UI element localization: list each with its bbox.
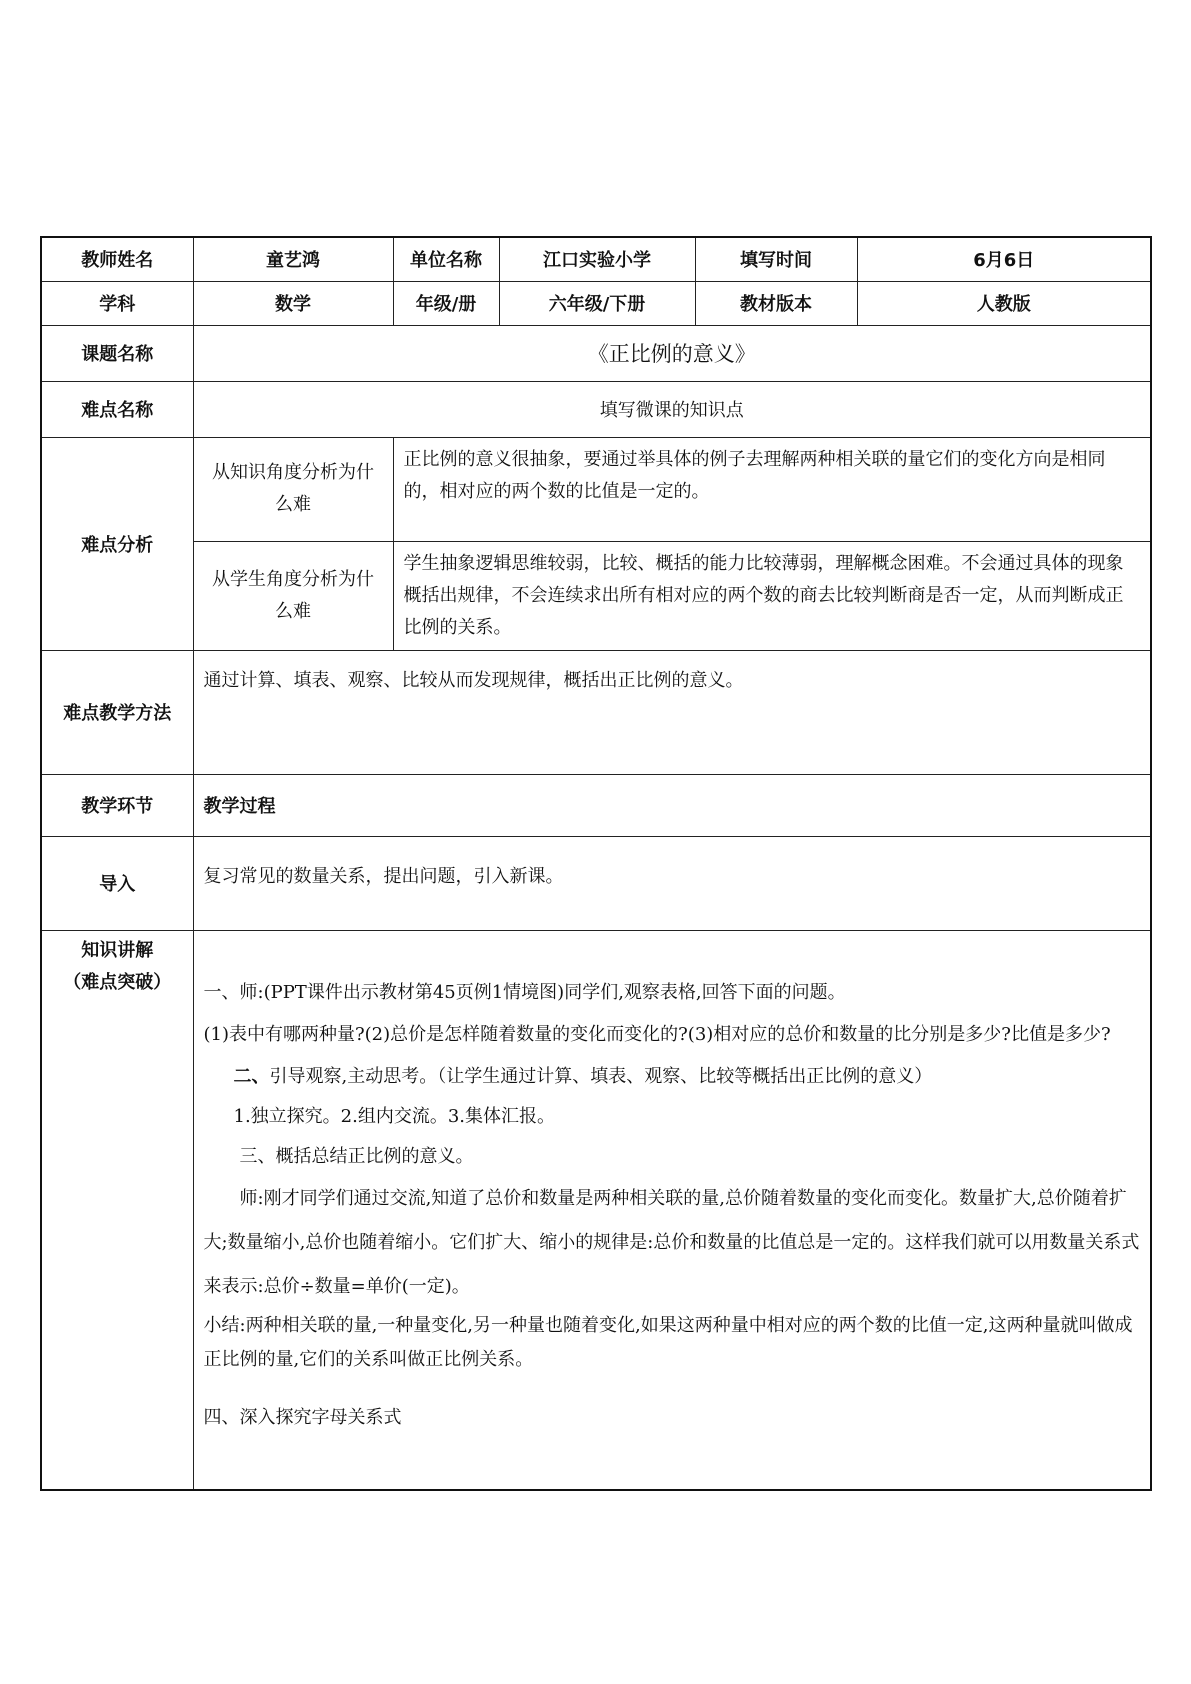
method-row — [41, 650, 1151, 774]
unit-name-value: 江口实验小学 — [499, 237, 695, 281]
edition-value: 人教版 — [857, 281, 1151, 325]
analysis-row-knowledge — [41, 437, 1151, 541]
process-step-label: 教学环节 — [41, 774, 193, 836]
subject-value: 数学 — [193, 281, 393, 325]
explain-paragraph-5: 三、概括总结正比例的意义。 — [239, 1145, 474, 1167]
analysis-label: 难点分析 — [41, 437, 193, 650]
fill-date-value: 6月6日 — [857, 237, 1151, 281]
lesson-plan-form — [40, 236, 1150, 1491]
subject-label: 学科 — [41, 281, 193, 325]
topic-value: 《正比例的意义》 — [193, 325, 1151, 381]
explain-paragraph-3-text: 引导观察,主动思考。（让学生通过计算、填表、观察、比较等概括出正比例的意义） — [269, 1065, 933, 1087]
explain-label-line2: （难点突破） — [63, 971, 172, 993]
intro-value: 复习常见的数量关系，提出问题，引入新课。 — [193, 836, 1151, 930]
fill-date-label: 填写时间 — [695, 237, 857, 281]
difficulty-row — [41, 381, 1151, 437]
intro-label: 导入 — [41, 836, 193, 930]
header-row-1 — [41, 237, 1151, 281]
analysis-row-student — [41, 541, 1151, 650]
grade-label: 年级/册 — [393, 281, 499, 325]
process-header-row — [41, 774, 1151, 836]
difficulty-label: 难点名称 — [41, 381, 193, 437]
explain-paragraph-8: 四、深入探究字母关系式 — [203, 1406, 402, 1428]
explain-label — [41, 930, 193, 1490]
topic-row — [41, 325, 1151, 381]
knowledge-angle-text: 正比例的意义很抽象，要通过举具体的例子去理解两种相关联的量它们的变化方向是相同的，相对应的两个数的比值是一定的。 — [393, 437, 1151, 541]
teacher-name-label: 教师姓名 — [41, 237, 193, 281]
explain-paragraph-2: (1)表中有哪两种量?(2)总价是怎样随着数量的变化而变化的?(3)相对应的总价和数量的比分别是多少?比值是多少? — [203, 1023, 1111, 1045]
header-row-2 — [41, 281, 1151, 325]
lesson-plan-table — [40, 236, 1152, 1491]
intro-row — [41, 836, 1151, 930]
explain-paragraph-4: 1.独立探究。2.组内交流。3.集体汇报。 — [233, 1105, 556, 1127]
explain-paragraph-6: 师:刚才同学们通过交流,知道了总价和数量是两种相关联的量,总价随着数量的变化而变化。数量扩大,总价随着扩大;数量缩小,总价也随着缩小。它们扩大、缩小的规律是:总价和数量的比值总是一定的。这样我们就可以用数量关系式来表示:总价÷数量=单价(一定)。 — [203, 1187, 1140, 1297]
explain-paragraph-3 — [204, 1057, 1141, 1097]
difficulty-value: 填写微课的知识点 — [193, 381, 1151, 437]
method-value: 通过计算、填表、观察、比较从而发现规律，概括出正比例的意义。 — [193, 650, 1151, 774]
student-angle-text: 学生抽象逻辑思维较弱，比较、概括的能力比较薄弱，理解概念困难。不会通过具体的现象概括出规律，不会连续求出所有相对应的两个数的商去比较判断商是否一定，从而判断成正比例的关系。 — [393, 541, 1151, 650]
process-header-value: 教学过程 — [193, 774, 1151, 836]
explain-label-line1: 知识讲解 — [81, 939, 154, 961]
topic-label: 课题名称 — [41, 325, 193, 381]
unit-name-label: 单位名称 — [393, 237, 499, 281]
explain-paragraph-1: 一、师:(PPT课件出示教材第45页例1情境图)同学们,观察表格,回答下面的问题。 — [203, 981, 846, 1003]
explain-row — [41, 930, 1151, 1490]
teacher-name-value: 童艺鸿 — [193, 237, 393, 281]
explain-paragraph-7: 小结:两种相关联的量,一种量变化,另一种量也随着变化,如果这两种量中相对应的两个数的比值一定,这两种量就叫做成正比例的量,它们的关系叫做正比例关系。 — [203, 1314, 1133, 1370]
grade-value: 六年级/下册 — [499, 281, 695, 325]
knowledge-angle-label: 从知识角度分析为什么难 — [193, 437, 393, 541]
method-label: 难点教学方法 — [41, 650, 193, 774]
edition-label: 教材版本 — [695, 281, 857, 325]
explain-paragraph-3-number: 二、 — [233, 1065, 270, 1087]
student-angle-label: 从学生角度分析为什么难 — [193, 541, 393, 650]
explain-content — [193, 930, 1151, 1490]
